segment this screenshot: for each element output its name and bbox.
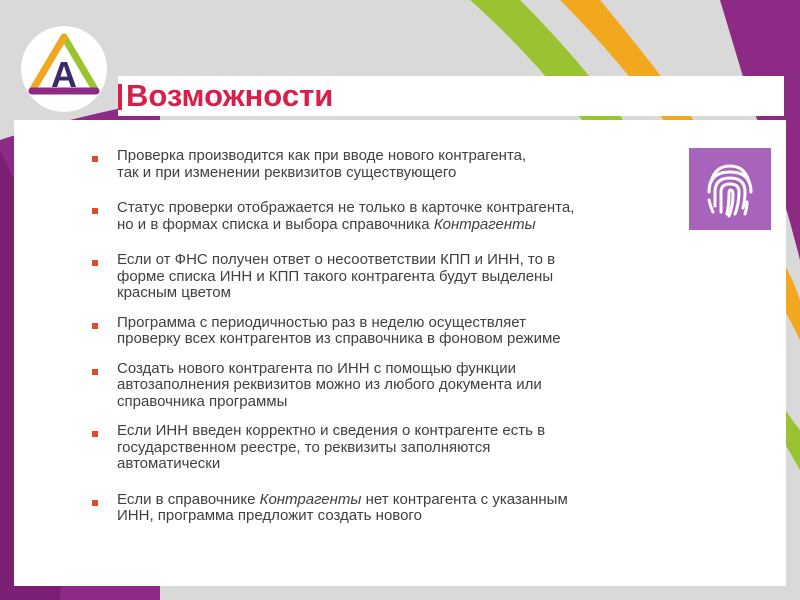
bullet-text: Проверка производится как при вводе нового контрагента, так и при изменении реквизитов существующего [117,147,527,181]
company-logo [20,25,108,113]
list-item [92,148,672,181]
svg-text:A: A [51,54,77,95]
bullet-text: Если в справочнике Контрагенты нет контрагента с указанным ИНН, программа предложит создать нового [117,490,568,524]
bullet-text: Если от ФНС получен ответ о несоответствии КПП и ИНН, то в форме списка ИНН и КПП такого контрагента будут выделены красным цветом [117,251,556,301]
title-accent-bar [118,84,122,110]
fingerprint-icon [689,148,771,230]
slide-title: Возможности [126,78,334,113]
bullet-marker [92,369,98,375]
bullet-text: Программа с периодичностью раз в неделю осуществляет проверку всех контрагентов из справочника в фоновом режиме [117,313,561,347]
bullet-text: Создать нового контрагента по ИНН с помощью функции автозаполнения реквизитов можно из любого документа или справочника программы [117,359,542,410]
feature-list [92,148,672,538]
list-item [92,200,672,233]
list-item [92,252,672,302]
list-item [92,492,672,525]
bullet-marker [92,431,98,437]
bullet-marker [92,500,98,506]
list-item [92,315,672,348]
bullet-marker [92,323,98,329]
bullet-marker [92,208,98,214]
bullet-marker [92,156,98,162]
bullet-marker [92,260,98,266]
list-item [92,361,672,411]
bullet-text: Если ИНН введен корректно и сведения о контрагенте есть в государственном реестре, то реквизиты заполняются автоматически [117,422,546,472]
bullet-text: Статус проверки отображается не только в карточке контрагента, но и в формах списка и выбора справочника Контрагенты [117,199,575,233]
list-item [92,423,672,473]
